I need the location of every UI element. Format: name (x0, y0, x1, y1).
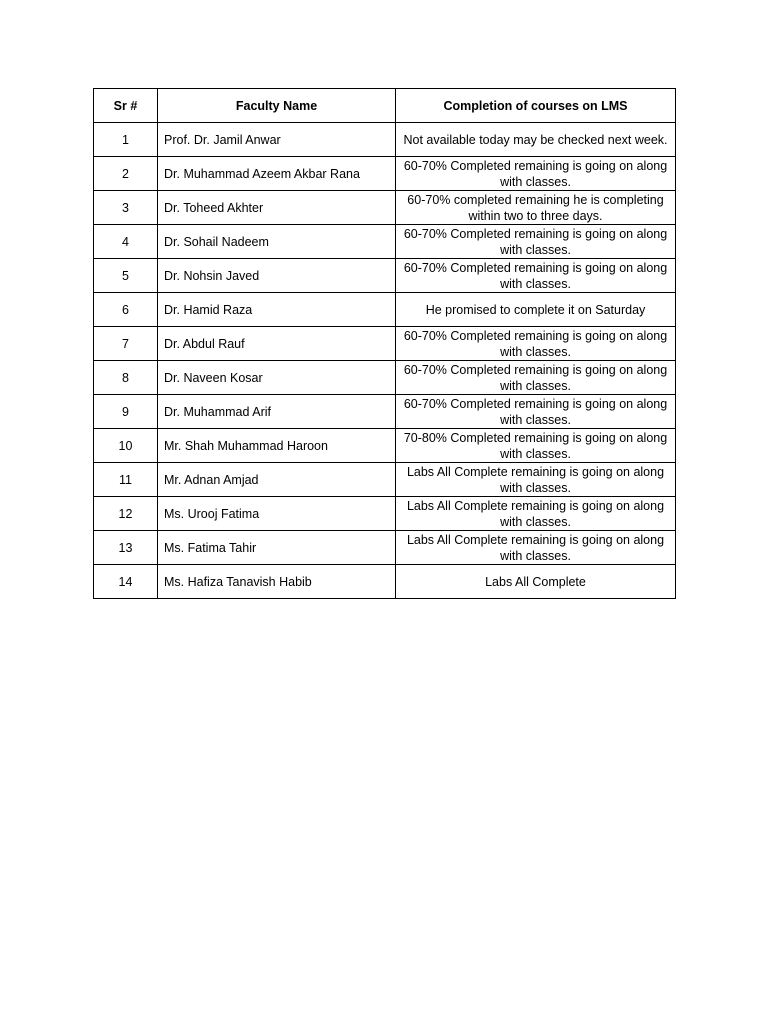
sr-cell: 10 (94, 429, 158, 463)
completion-cell: He promised to complete it on Saturday (396, 293, 676, 327)
sr-cell: 5 (94, 259, 158, 293)
sr-cell: 7 (94, 327, 158, 361)
sr-cell: 8 (94, 361, 158, 395)
table-row (94, 327, 676, 361)
faculty-name-cell: Ms. Hafiza Tanavish Habib (158, 565, 396, 599)
table-row (94, 225, 676, 259)
header-sr: Sr # (94, 89, 158, 123)
completion-cell: 60-70% Completed remaining is going on along with classes. (396, 327, 676, 361)
sr-cell: 2 (94, 157, 158, 191)
completion-cell: Labs All Complete remaining is going on along with classes. (396, 497, 676, 531)
completion-cell: 60-70% Completed remaining is going on along with classes. (396, 361, 676, 395)
sr-cell: 12 (94, 497, 158, 531)
sr-cell: 14 (94, 565, 158, 599)
table-row (94, 293, 676, 327)
table-row (94, 123, 676, 157)
completion-cell: 60-70% completed remaining he is completing within two to three days. (396, 191, 676, 225)
faculty-name-cell: Mr. Adnan Amjad (158, 463, 396, 497)
sr-cell: 6 (94, 293, 158, 327)
completion-cell: 60-70% Completed remaining is going on along with classes. (396, 395, 676, 429)
faculty-name-cell: Dr. Nohsin Javed (158, 259, 396, 293)
table-row (94, 565, 676, 599)
completion-cell: 60-70% Completed remaining is going on along with classes. (396, 259, 676, 293)
faculty-name-cell: Dr. Muhammad Azeem Akbar Rana (158, 157, 396, 191)
faculty-name-cell: Prof. Dr. Jamil Anwar (158, 123, 396, 157)
faculty-name-cell: Dr. Sohail Nadeem (158, 225, 396, 259)
completion-cell: 70-80% Completed remaining is going on along with classes. (396, 429, 676, 463)
table-row (94, 497, 676, 531)
table-row (94, 157, 676, 191)
table-header (94, 89, 676, 123)
table-row (94, 191, 676, 225)
table-header-row (94, 89, 676, 123)
faculty-name-cell: Ms. Urooj Fatima (158, 497, 396, 531)
table-body (94, 123, 676, 599)
faculty-name-cell: Dr. Toheed Akhter (158, 191, 396, 225)
table-row (94, 463, 676, 497)
faculty-name-cell: Mr. Shah Muhammad Haroon (158, 429, 396, 463)
faculty-name-cell: Dr. Muhammad Arif (158, 395, 396, 429)
faculty-name-cell: Ms. Fatima Tahir (158, 531, 396, 565)
completion-cell: Labs All Complete remaining is going on along with classes. (396, 531, 676, 565)
sr-cell: 3 (94, 191, 158, 225)
completion-cell: Labs All Complete remaining is going on along with classes. (396, 463, 676, 497)
table-row (94, 361, 676, 395)
completion-cell: Not available today may be checked next week. (396, 123, 676, 157)
completion-cell: Labs All Complete (396, 565, 676, 599)
faculty-name-cell: Dr. Hamid Raza (158, 293, 396, 327)
completion-cell: 60-70% Completed remaining is going on along with classes. (396, 157, 676, 191)
sr-cell: 13 (94, 531, 158, 565)
sr-cell: 11 (94, 463, 158, 497)
faculty-name-cell: Dr. Abdul Rauf (158, 327, 396, 361)
sr-cell: 9 (94, 395, 158, 429)
table-row (94, 395, 676, 429)
faculty-lms-table (93, 88, 676, 599)
table-row (94, 531, 676, 565)
table-row (94, 429, 676, 463)
table-row (94, 259, 676, 293)
faculty-name-cell: Dr. Naveen Kosar (158, 361, 396, 395)
completion-cell: 60-70% Completed remaining is going on along with classes. (396, 225, 676, 259)
header-completion: Completion of courses on LMS (396, 89, 676, 123)
sr-cell: 1 (94, 123, 158, 157)
header-faculty-name: Faculty Name (158, 89, 396, 123)
sr-cell: 4 (94, 225, 158, 259)
